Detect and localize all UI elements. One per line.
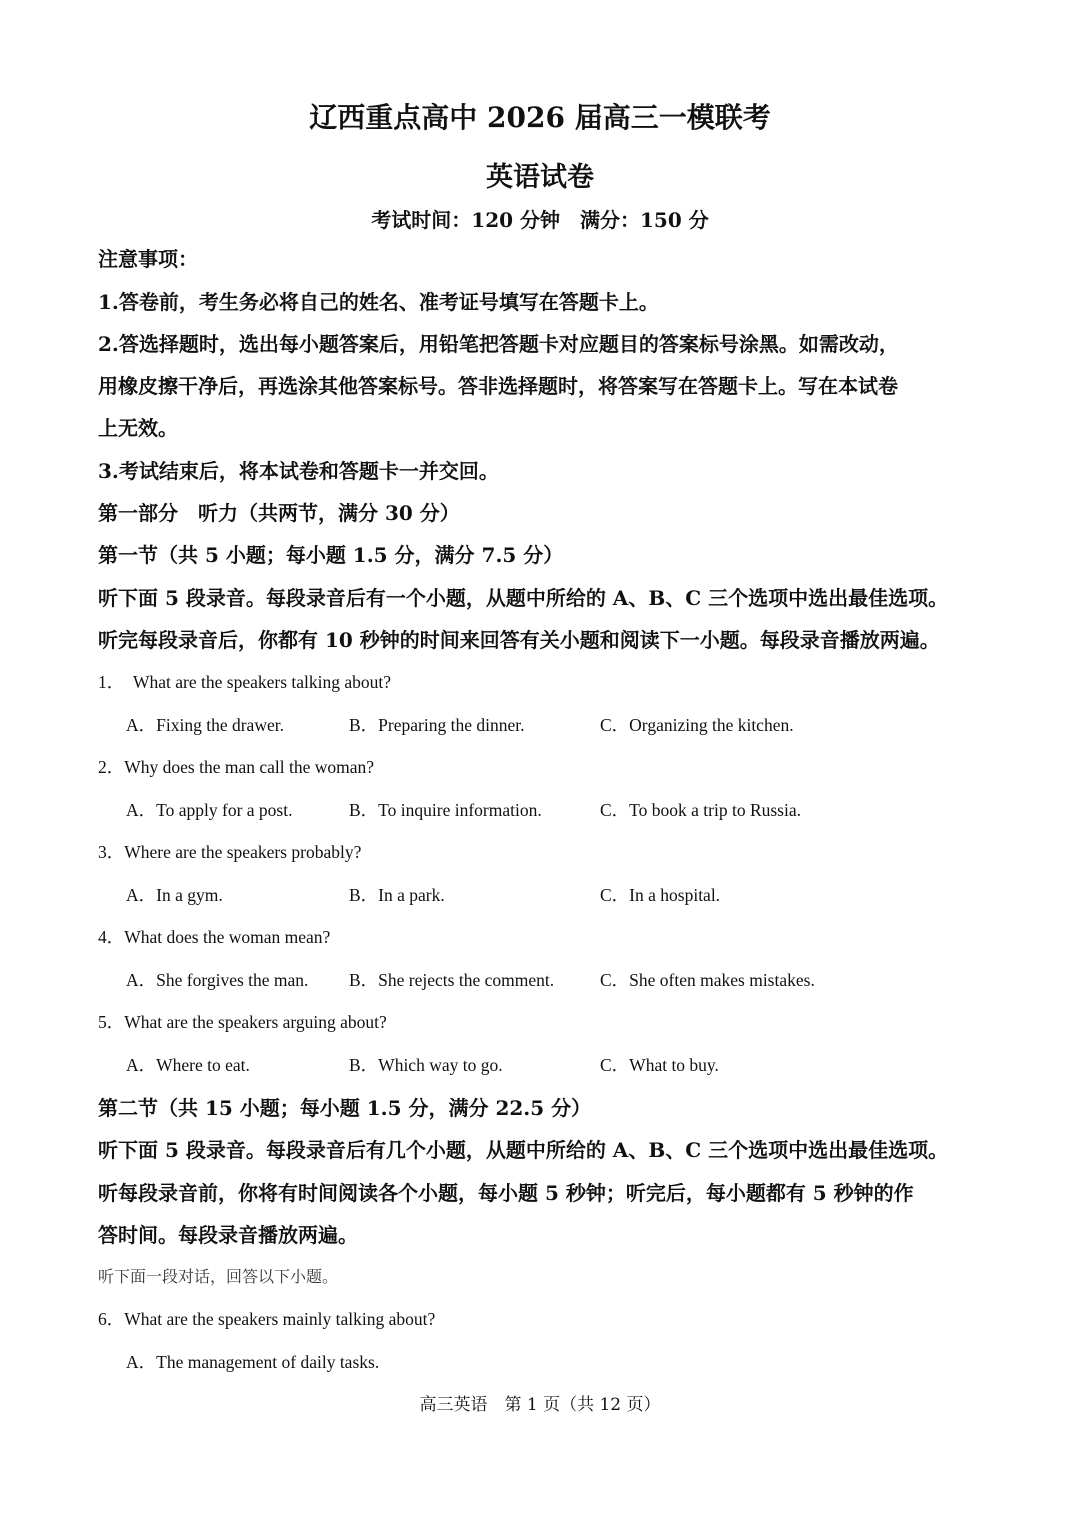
question-5-stem: 5．What are the speakers arguing about? <box>98 1012 387 1032</box>
question-1-option-b: B．Preparing the dinner. <box>349 715 525 735</box>
question-2-option-a: A．To apply for a post. <box>126 800 293 820</box>
subject-title: 英语试卷 <box>486 162 594 193</box>
note-item-2-end: 上无效。 <box>98 416 178 440</box>
question-4-option-a: A．She forgives the man. <box>126 970 309 990</box>
page-footer: 高三英语 第 1 页（共 12 页） <box>419 1395 661 1415</box>
note-item-3: 3.考试结束后，将本试卷和答题卡一并交回。 <box>98 459 499 483</box>
question-3-option-b: B．In a park. <box>349 885 445 905</box>
question-2-option-c: C．To book a trip to Russia. <box>600 800 801 820</box>
question-3-stem: 3．Where are the speakers probably? <box>98 842 362 862</box>
dialogue-prompt: 听下面一段对话，回答以下小题。 <box>98 1267 339 1286</box>
section2-instruction-3: 答时间。每段录音播放两遍。 <box>98 1223 358 1247</box>
section1-instruction-2: 听完每段录音后，你都有 10 秒钟的时间来回答有关小题和阅读下一小题。每段录音播放两遍。 <box>98 628 940 652</box>
question-4-stem: 4．What does the woman mean? <box>98 927 331 947</box>
question-2-stem: 2．Why does the man call the woman? <box>98 757 375 777</box>
note-item-2-cont: 用橡皮擦干净后，再选涂其他答案标号。答非选择题时，将答案写在答题卡上。写在本试卷 <box>98 374 898 398</box>
question-2-option-b: B．To inquire information. <box>349 800 542 820</box>
section2-instruction-2: 听每段录音前，你将有时间阅读各个小题，每小题 5 秒钟；听完后，每小题都有 5 秒钟的作 <box>98 1181 914 1205</box>
section2-heading: 第二节（共 15 小题；每小题 1.5 分，满分 22.5 分） <box>98 1096 592 1120</box>
question-1-option-a: A．Fixing the drawer. <box>126 715 284 735</box>
exam-info: 考试时间：120 分钟 满分：150 分 <box>371 208 709 232</box>
question-5-option-c: C．What to buy. <box>600 1055 719 1075</box>
question-3-option-c: C．In a hospital. <box>600 885 721 905</box>
question-1-option-c: C．Organizing the kitchen. <box>600 715 794 735</box>
question-5-option-a: A．Where to eat. <box>126 1055 250 1075</box>
exam-title: 辽西重点高中 2026 届高三一模联考 <box>309 101 771 134</box>
notes-heading: 注意事项： <box>98 247 198 271</box>
question-5-option-b: B．Which way to go. <box>349 1055 503 1075</box>
question-1-stem: 1． What are the speakers talking about? <box>98 672 392 692</box>
question-6-stem: 6．What are the speakers mainly talking about? <box>98 1309 436 1329</box>
section1-heading: 第一节（共 5 小题；每小题 1.5 分，满分 7.5 分） <box>98 543 564 567</box>
question-4-option-c: C．She often makes mistakes. <box>600 970 815 990</box>
question-6-option-a: A．The management of daily tasks. <box>126 1352 380 1372</box>
question-4-option-b: B．She rejects the comment. <box>349 970 555 990</box>
question-3-option-a: A．In a gym. <box>126 885 223 905</box>
part1-heading: 第一部分 听力（共两节，满分 30 分） <box>98 501 460 525</box>
section1-instruction-1: 听下面 5 段录音。每段录音后有一个小题，从题中所给的 A、B、C 三个选项中选出最佳选项。 <box>98 586 949 610</box>
note-item-1: 1.答卷前，考生务必将自己的姓名、准考证号填写在答题卡上。 <box>98 290 659 314</box>
note-item-2: 2.答选择题时，选出每小题答案后，用铅笔把答题卡对应题目的答案标号涂黑。如需改动， <box>98 332 899 356</box>
section2-instruction-1: 听下面 5 段录音。每段录音后有几个小题，从题中所给的 A、B、C 三个选项中选出最佳选项。 <box>98 1138 949 1162</box>
